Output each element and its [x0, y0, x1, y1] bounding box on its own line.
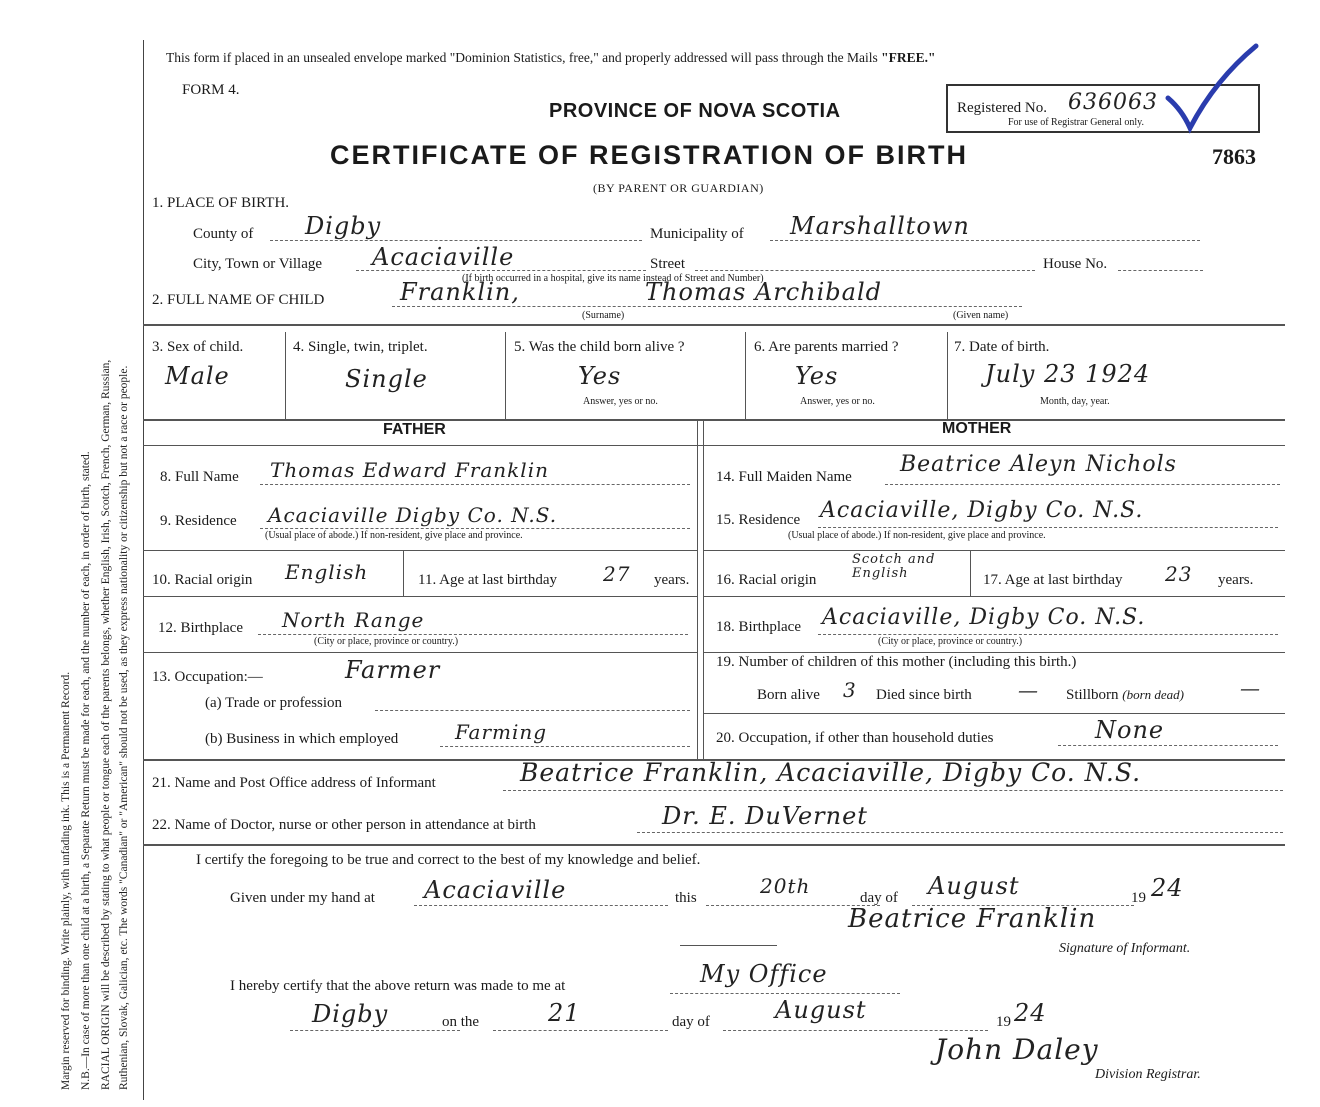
business-label: (b) Business in which employed [205, 731, 399, 747]
father-birthplace-label: 12. Birthplace [158, 620, 243, 636]
racial-origin-note: RACIAL ORIGIN will be described by stating to what people or tongue each of the parents belongs, whether English, Irish, Scotch, French, German, Russian, [100, 359, 112, 1090]
registrar-place: Digby [312, 1000, 389, 1028]
given-month: August [928, 872, 1020, 900]
doctor-value: Dr. E. DuVernet [662, 802, 868, 830]
doctor-label: 22. Name of Doctor, nurse or other person in attendance at birth [152, 817, 536, 833]
mailing-notice: This form if placed in an unsealed envelope marked "Dominion Statistics, free," and properly addressed will pass through the Mails "FREE." [166, 50, 936, 65]
child-given-name: Thomas Archibald [645, 278, 883, 306]
father-age: 27 [603, 562, 631, 586]
informant-value: Beatrice Franklin, Acaciaville, Digby Co. N.S. [520, 758, 1142, 787]
city-label: City, Town or Village [193, 256, 323, 272]
racial-origin-note-2: Ruthenian, Slovak, Galician, etc. The words "Canadian" or "American" should not be used, as they express nationality or citizenship but not a race or people. [118, 365, 130, 1090]
corner-number: 7863 [1212, 144, 1256, 169]
certificate-subtitle: (BY PARENT OR GUARDIAN) [593, 181, 764, 195]
born-alive-label: 5. Was the child born alive ? [514, 339, 685, 355]
mother-name-label: 14. Full Maiden Name [716, 469, 852, 485]
nb-note: N.B.—In case of more than one child at a birth, a Separate Return must be made for each, and the number of each, in order of birth, stated. [80, 451, 92, 1090]
certify-statement: I certify the foregoing to be true and correct to the best of my knowledge and belief. [196, 852, 701, 868]
father-birthplace-note: (City or place, province or country.) [314, 636, 459, 647]
this-label: this [675, 890, 697, 906]
father-abode-note: (Usual place of abode.) If non-resident, give place and province. [265, 530, 523, 541]
surname-note: (Surname) [582, 310, 625, 321]
parents-married-value: Yes [795, 362, 839, 390]
given-under-label: Given under my hand at [230, 890, 375, 906]
municipality-value: Marshalltown [790, 212, 970, 240]
house-no-label: House No. [1043, 256, 1108, 272]
mother-name: Beatrice Aleyn Nichols [900, 452, 1177, 477]
child-surname: Franklin, [400, 278, 520, 306]
mother-residence-label: 15. Residence [716, 512, 801, 528]
registrar-year-prefix: 19 [996, 1014, 1011, 1030]
children-count-label: 19. Number of children of this mother (including this birth.) [716, 654, 1077, 670]
mother-age: 23 [1165, 562, 1193, 586]
date-note: Month, day, year. [1040, 396, 1110, 407]
given-year-prefix: 19 [1131, 890, 1146, 906]
street-label: Street [650, 256, 685, 272]
registered-number: 636063 [1068, 90, 1158, 115]
given-day: 20th [760, 874, 811, 898]
father-occupation: Farmer [345, 656, 441, 684]
certificate-title: CERTIFICATE OF REGISTRATION OF BIRTH [330, 140, 968, 170]
informant-label: 21. Name and Post Office address of Informant [152, 775, 436, 791]
born-alive-count-label: Born alive [757, 687, 820, 703]
father-occupation-label: 13. Occupation:— [152, 669, 263, 685]
mother-age-label: 17. Age at last birthday [983, 572, 1123, 588]
city-value: Acaciaville [372, 243, 515, 271]
given-name-note: (Given name) [953, 310, 1009, 321]
born-alive-value: Yes [578, 362, 622, 390]
registrar-at: My Office [700, 960, 828, 988]
division-registrar-label: Division Registrar. [1095, 1067, 1201, 1082]
given-year: 24 [1151, 874, 1184, 902]
father-racial: English [285, 560, 369, 584]
date-of-birth-value: July 23 1924 [985, 360, 1151, 388]
plurality-value: Single [345, 365, 428, 393]
province-heading: PROVINCE OF NOVA SCOTIA [549, 100, 841, 122]
registrar-statement: I hereby certify that the above return was made to me at [230, 978, 566, 994]
registrar-signature: John Daley [935, 1033, 1099, 1066]
place-heading: 1. PLACE OF BIRTH. [152, 195, 290, 211]
form-number: FORM 4. [182, 82, 240, 98]
municipality-label: Municipality of [650, 226, 744, 242]
informant-signature: Beatrice Franklin [848, 904, 1097, 934]
given-place: Acaciaville [424, 876, 567, 904]
given-day-of-label: day of [860, 890, 898, 906]
mother-age-years: years. [1218, 572, 1254, 588]
check-mark-icon [1160, 40, 1260, 140]
stillborn-label: Stillborn (born dead) [1066, 687, 1185, 703]
father-business: Farming [455, 720, 548, 744]
father-residence: Acaciaville Digby Co. N.S. [268, 503, 558, 527]
registrar-day: 21 [548, 999, 581, 1027]
father-name-label: 8. Full Name [160, 469, 239, 485]
born-alive-count: 3 [843, 678, 857, 702]
mother-heading: MOTHER [942, 420, 1012, 437]
mother-birthplace: Acaciaville, Digby Co. N.S. [822, 605, 1146, 630]
child-name-label: 2. FULL NAME OF CHILD [152, 292, 325, 308]
father-name: Thomas Edward Franklin [270, 458, 549, 482]
mother-abode-note: (Usual place of abode.) If non-resident, give place and province. [788, 530, 1046, 541]
on-the-label: on the [442, 1014, 480, 1030]
registered-label: Registered No. [957, 100, 1047, 116]
father-age-years: years. [654, 572, 690, 588]
county-label: County of [193, 226, 254, 242]
father-birthplace: North Range [282, 608, 425, 632]
county-value: Digby [305, 212, 382, 240]
mother-birthplace-note: (City or place, province or country.) [878, 636, 1023, 647]
mother-racial-label: 16. Racial origin [716, 572, 817, 588]
trade-label: (a) Trade or profession [205, 695, 343, 711]
hospital-note: (If birth occurred in a hospital, give its name instead of Street and Number) [462, 273, 764, 284]
died-label: Died since birth [876, 687, 972, 703]
sex-label: 3. Sex of child. [152, 339, 244, 355]
father-age-label: 11. Age at last birthday [418, 572, 557, 588]
mother-residence: Acaciaville, Digby Co. N.S. [820, 498, 1144, 523]
father-racial-label: 10. Racial origin [152, 572, 253, 588]
plurality-label: 4. Single, twin, triplet. [293, 339, 428, 355]
father-residence-label: 9. Residence [160, 513, 237, 529]
answer-note-alive: Answer, yes or no. [583, 396, 658, 407]
registrar-day-of-label: day of [672, 1014, 710, 1030]
died-count: — [1018, 678, 1039, 702]
date-of-birth-label: 7. Date of birth. [954, 339, 1050, 355]
registrar-month: August [775, 996, 867, 1024]
registrar-general-note: For use of Registrar General only. [1008, 117, 1144, 128]
mother-occupation: None [1095, 716, 1165, 744]
parents-married-label: 6. Are parents married ? [754, 339, 899, 355]
sex-value: Male [165, 362, 230, 390]
registrar-year: 24 [1014, 999, 1047, 1027]
answer-note-married: Answer, yes or no. [800, 396, 875, 407]
mother-occupation-label: 20. Occupation, if other than household duties [716, 730, 994, 746]
stillborn-count: — [1240, 676, 1261, 700]
mother-racial: Scotch and English [852, 552, 936, 581]
father-heading: FATHER [383, 421, 446, 438]
informant-signature-label: Signature of Informant. [1059, 941, 1191, 956]
margin-note: Margin reserved for binding. Write plainly, with unfading ink. This is a Permanent Record. [60, 671, 72, 1090]
mother-birthplace-label: 18. Birthplace [716, 619, 801, 635]
